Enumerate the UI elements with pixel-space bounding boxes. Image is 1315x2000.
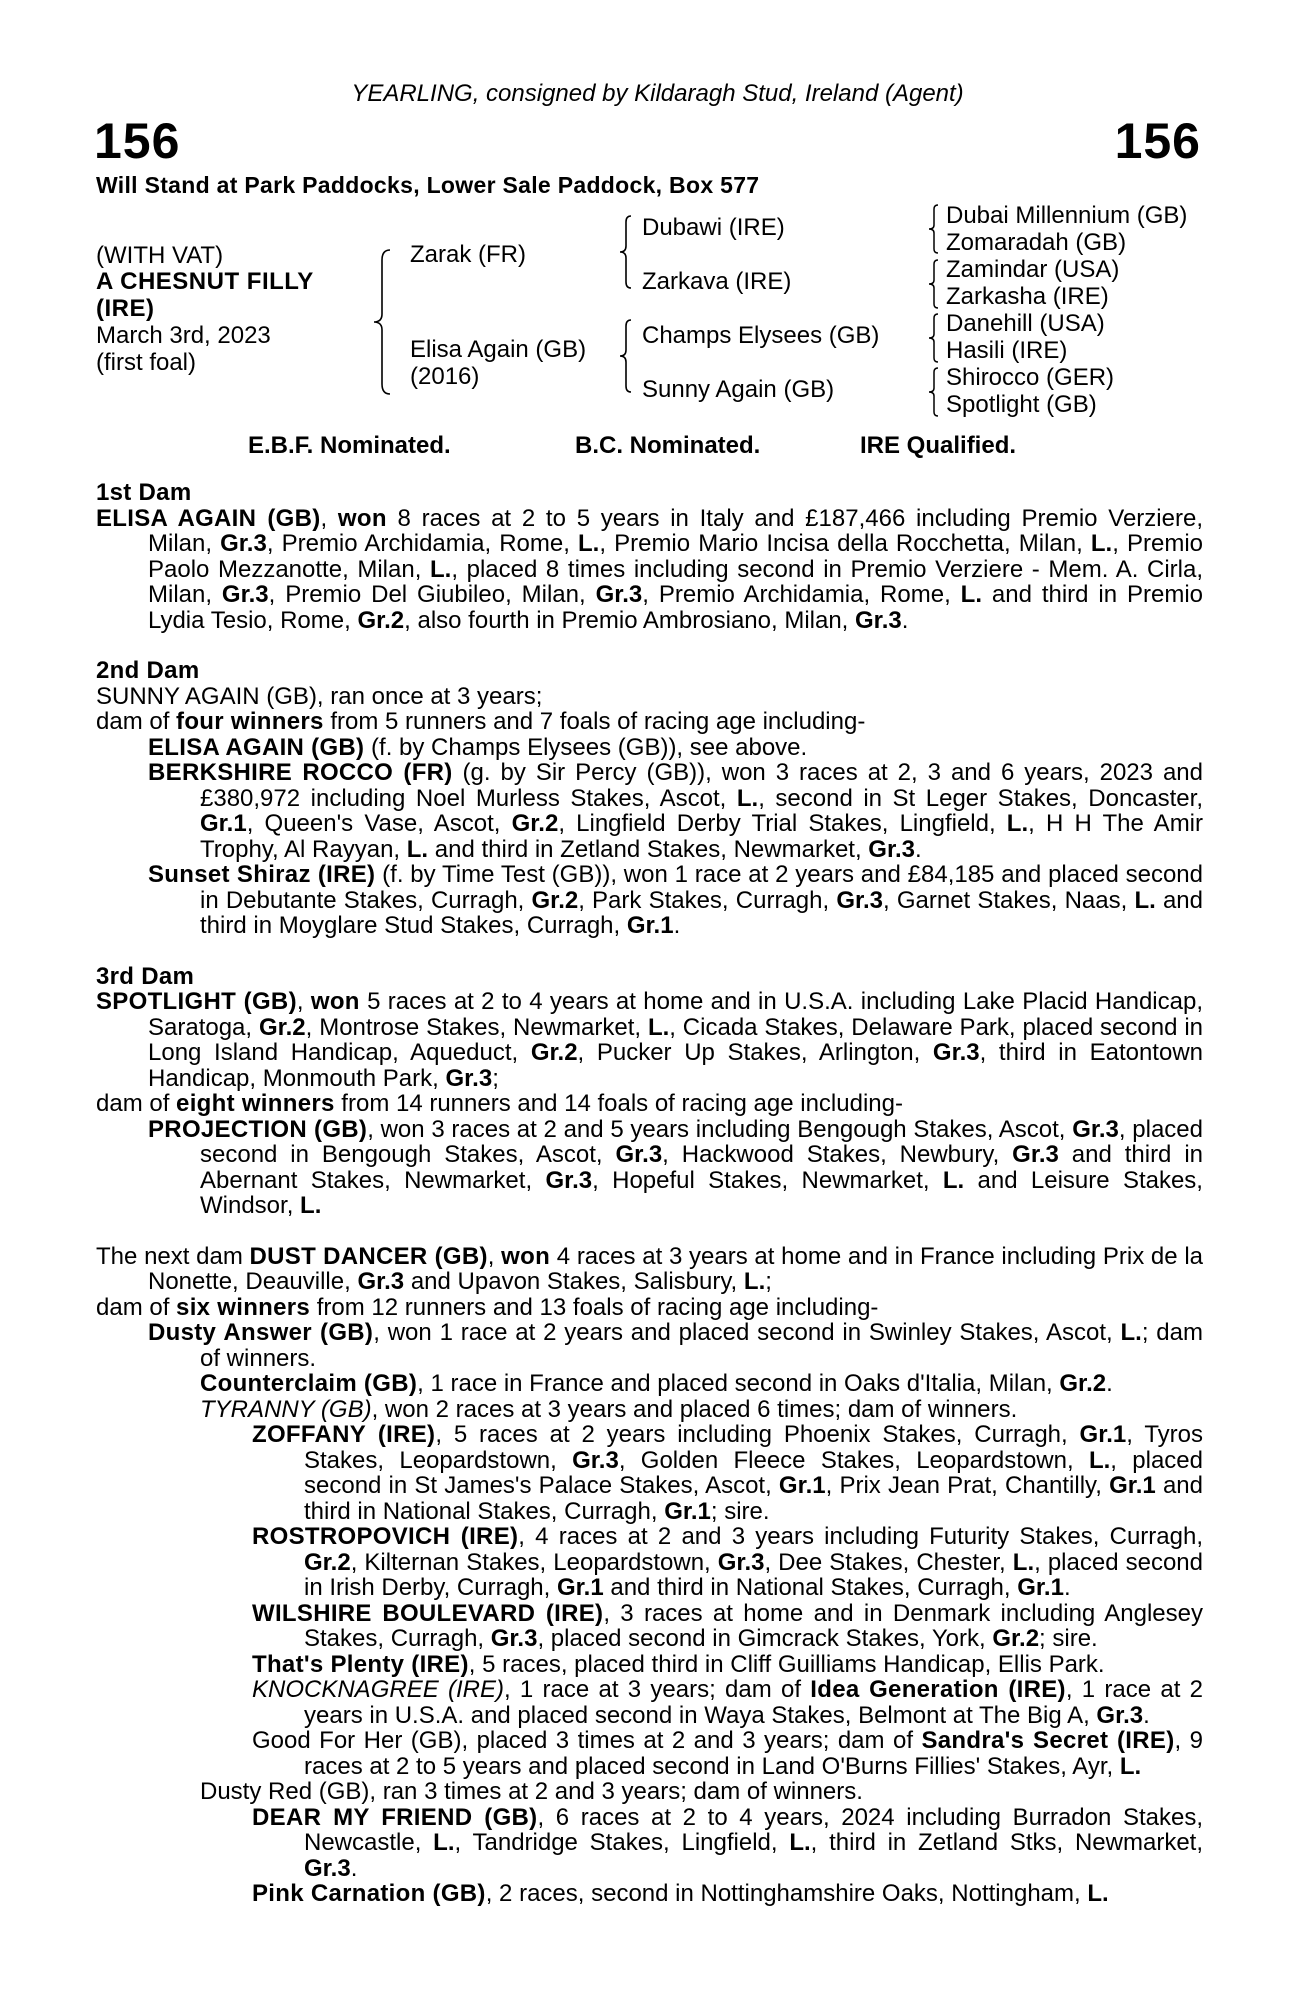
dam-year: (2016)	[410, 363, 480, 390]
dam-sire: Champs Elysees (GB)	[642, 322, 880, 349]
pedigree-entry: dam of eight winners from 14 runners and 14 foals of racing age including-	[96, 1090, 903, 1117]
vat-note: (WITH VAT)	[96, 242, 224, 269]
pedigree-entry: WILSHIRE BOULEVARD (IRE), 3 races at home and in Denmark including Anglesey Stakes, Curragh, Gr.3, placed second in Gimcrack Stakes, York, Gr.2; sire.	[252, 1599, 1203, 1652]
lot-number-right: 156	[1114, 113, 1201, 169]
pedigree-entry: That's Plenty (IRE), 5 races, placed third in Cliff Guilliams Handicap, Ellis Park.	[252, 1650, 1105, 1678]
pedigree-entry: ELISA AGAIN (GB) (f. by Champs Elysees (GB)), see above.	[148, 733, 808, 761]
ire-qualified: IRE Qualified.	[860, 432, 1017, 459]
ebf-nomination: E.B.F. Nominated.	[248, 432, 451, 459]
pedigree-brace	[926, 312, 940, 364]
subject-name: A CHESNUT FILLY	[96, 268, 314, 295]
pedigree-entry: KNOCKNAGREE (IRE), 1 race at 3 years; dam of Idea Generation (IRE), 1 race at 2 years in U.S.A. and placed second in Waya Stakes, Belmont at The Big A, Gr.3.	[252, 1676, 1203, 1729]
pedigree-entry: dam of four winners from 5 runners and 7 foals of racing age including-	[96, 708, 866, 735]
pedigree-entry: PROJECTION (GB), won 3 races at 2 and 5 years including Bengough Stakes, Ascot, Gr.3, placed second in Bengough Stakes, Ascot, Gr.3, Hackwood Stakes, Newbury, Gr.3 and third in Abernant Stakes, Newmarket, Gr.3, Hopeful Stakes, Newmarket, L. and Leisure Stakes, Windsor, L.	[148, 1115, 1203, 1219]
pedigree-entry: dam of six winners from 12 runners and 13 foals of racing age including-	[96, 1293, 879, 1321]
section-gap	[96, 633, 1203, 658]
pedigree-entry: The next dam DUST DANCER (GB), won 4 races at 3 years at home and in France including Prix de la Nonette, Deauville, Gr.3 and Upavon Stakes, Salisbury, L.;	[96, 1242, 1203, 1295]
pedigree-entry: DEAR MY FRIEND (GB), 6 races at 2 to 4 years, 2024 including Burradon Stakes, Newcastle, L., Tandridge Stakes, Lingfield, L., third in Zetland Stks, Newmarket, Gr.3.	[252, 1803, 1204, 1882]
pedigree-entry: ELISA AGAIN (GB), won 8 races at 2 to 5 years in Italy and £187,466 including Premio Verziere, Milan, Gr.3, Premio Archidamia, Rome, L., Premio Mario Incisa della Rocchetta, Milan, L., Premio Paolo Mezzanotte, Milan, L., placed 8 times including second in Premio Verziere - Mem. A. Cirla, Milan, Gr.3, Premio Del Giubileo, Milan, Gr.3, Premio Archidamia, Rome, L. and third in Premio Lydia Tesio, Rome, Gr.2, also fourth in Premio Ambrosiano, Milan, Gr.3.	[96, 504, 1204, 634]
bc-nomination: B.C. Nominated.	[575, 432, 761, 459]
pedigree-entry: Dusty Answer (GB), won 1 race at 2 years and placed second in Swinley Stakes, Ascot, L.; dam of winners.	[148, 1319, 1203, 1372]
pedigree-brace	[617, 318, 633, 394]
section-gap	[96, 939, 1203, 964]
pedigree-entry: SUNNY AGAIN (GB), ran once at 3 years;	[96, 682, 543, 710]
section-title: 1st Dam	[96, 479, 192, 506]
pedigree-entry: Sunset Shiraz (IRE) (f. by Time Test (GB)), won 1 race at 2 years and £84,185 and placed second in Debutante Stakes, Curragh, Gr.2, Park Stakes, Curragh, Gr.3, Garnet Stakes, Naas, L. and third in Moyglare Stud Stakes, Curragh, Gr.1.	[148, 861, 1203, 939]
pedigree-entry: Dusty Red (GB), ran 3 times at 2 and 3 years; dam of winners.	[200, 1778, 863, 1805]
lot-number-left: 156	[94, 113, 181, 169]
catalogue-body	[96, 480, 1203, 1907]
section-gap	[96, 1219, 1203, 1244]
subject-dob: March 3rd, 2023	[96, 322, 271, 349]
pedigree-entry: ROSTROPOVICH (IRE), 4 races at 2 and 3 years including Futurity Stakes, Curragh, Gr.2, Kilternan Stakes, Leopardstown, Gr.3, Dee Stakes, Chester, L., placed second in Irish Derby, Curragh, Gr.1 and third in National Stakes, Curragh, Gr.1.	[252, 1523, 1203, 1601]
pedigree-brace	[926, 258, 940, 310]
pedigree-entry: Pink Carnation (GB), 2 races, second in Nottinghamshire Oaks, Nottingham, L.	[252, 1880, 1109, 1907]
ggd-1: Zomaradah (GB)	[946, 229, 1127, 256]
sire: Zarak (FR)	[410, 241, 526, 268]
ggd-3: Hasili (IRE)	[946, 337, 1068, 364]
pedigree-entry: Good For Her (GB), placed 3 times at 2 and 3 years; dam of Sandra's Secret (IRE), 9 races at 2 to 5 years and placed second in Land O'Burns Fillies' Stakes, Ayr, L.	[252, 1727, 1203, 1780]
ggs-4: Shirocco (GER)	[946, 364, 1115, 391]
sire-dam: Zarkava (IRE)	[642, 268, 792, 295]
subject-note: (first foal)	[96, 349, 197, 376]
consignor-line: YEARLING, consigned by Kildaragh Stud, Ireland (Agent)	[351, 80, 964, 107]
sire-sire: Dubawi (IRE)	[642, 214, 785, 241]
ggd-4: Spotlight (GB)	[946, 391, 1097, 418]
pedigree-entry: BERKSHIRE ROCCO (FR) (g. by Sir Percy (GB)), won 3 races at 2, 3 and 6 years, 2023 and £380,972 including Noel Murless Stakes, Ascot, L., second in St Leger Stakes, Doncaster, Gr.1, Queen's Vase, Ascot, Gr.2, Lingfield Derby Trial Stakes, Lingfield, L., H H The Amir Trophy, Al Rayyan, L. and third in Zetland Stakes, Newmarket, Gr.3.	[148, 759, 1204, 863]
ggd-2: Zarkasha (IRE)	[946, 283, 1109, 310]
pedigree-entry: TYRANNY (GB), won 2 races at 3 years and placed 6 times; dam of winners.	[200, 1395, 1018, 1423]
pedigree-entry: SPOTLIGHT (GB), won 5 races at 2 to 4 years at home and in U.S.A. including Lake Placid Handicap, Saratoga, Gr.2, Montrose Stakes, Newmarket, L., Cicada Stakes, Delaware Park, placed second in Long Island Handicap, Aqueduct, Gr.2, Pucker Up Stakes, Arlington, Gr.3, third in Eatontown Handicap, Monmouth Park, Gr.3;	[96, 988, 1204, 1092]
ggs-2: Zamindar (USA)	[946, 256, 1120, 283]
pedigree-entry: ZOFFANY (IRE), 5 races at 2 years including Phoenix Stakes, Curragh, Gr.1, Tyros Stakes, Leopardstown, Gr.3, Golden Fleece Stakes, Leopardstown, L., placed second in St James's Palace Stakes, Ascot, Gr.1, Prix Jean Prat, Chantilly, Gr.1 and third in National Stakes, Curragh, Gr.1; sire.	[252, 1421, 1204, 1525]
ggs-1: Dubai Millennium (GB)	[946, 202, 1188, 229]
dam-dam: Sunny Again (GB)	[642, 376, 835, 403]
ggs-3: Danehill (USA)	[946, 310, 1105, 337]
dam: Elisa Again (GB)	[410, 336, 587, 363]
section-title: 2nd Dam	[96, 657, 200, 684]
pedigree-brace	[370, 248, 392, 396]
pedigree-entry: Counterclaim (GB), 1 race in France and placed second in Oaks d'Italia, Milan, Gr.2.	[200, 1370, 1113, 1397]
stand-location: Will Stand at Park Paddocks, Lower Sale Paddock, Box 577	[96, 172, 760, 198]
pedigree-brace	[926, 203, 940, 255]
pedigree-brace	[617, 214, 633, 290]
subject-breed: (IRE)	[96, 295, 155, 322]
pedigree-brace	[926, 366, 940, 418]
section-title: 3rd Dam	[96, 962, 195, 990]
